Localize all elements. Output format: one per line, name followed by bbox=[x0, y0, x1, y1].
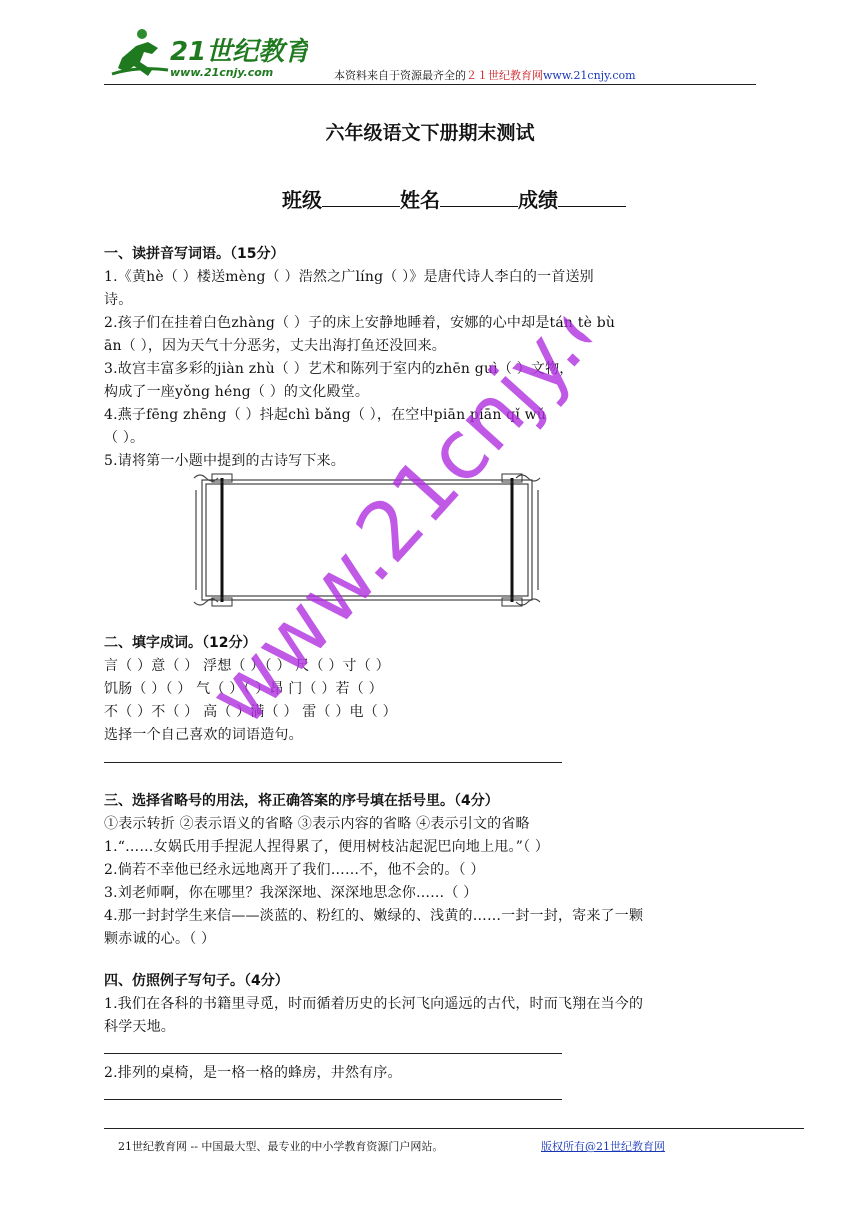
footer-text: 21世纪教育网 -- 中国最大型、最专业的中小学教育资源门户网站。 bbox=[118, 1140, 444, 1153]
header-notice-site[interactable]: ２１世纪教育网 bbox=[466, 69, 543, 82]
section-4-line: 2.排列的桌椅，是一格一格的蜂房，井然有序。 bbox=[104, 1065, 402, 1081]
score-blank bbox=[558, 186, 626, 207]
page-title: 六年级语文下册期末测试 bbox=[325, 122, 535, 144]
section-1-heading: 一、读拼音写词语。（15分） bbox=[104, 246, 285, 262]
logo-url: www.21cnjy.com bbox=[170, 66, 274, 79]
section-1-line: 3.故宫丰富多彩的jiàn zhù（ ）艺术和陈列于室内的zhēn guì（ ）文物， bbox=[104, 361, 574, 377]
answer-rule bbox=[104, 762, 562, 763]
section-2-line: 选择一个自己喜欢的词语造句。 bbox=[104, 727, 303, 743]
section-4-line: 1.我们在各科的书籍里寻觅，时而循着历史的长河飞向遥远的古代，时而飞翔在当今的 bbox=[104, 996, 644, 1012]
logo-text: 21世纪教育 bbox=[170, 37, 308, 67]
class-label: 班级 bbox=[282, 188, 322, 212]
section-1-line: 1.《黄hè（ ）楼送mèng（ ）浩然之广líng（ ）》是唐代诗人李白的一首送别 bbox=[104, 269, 594, 285]
section-3-heading: 三、选择省略号的用法，将正确答案的序号填在括号里。（4分） bbox=[104, 793, 499, 809]
name-blank bbox=[440, 186, 518, 207]
site-logo bbox=[108, 24, 308, 82]
student-info-line bbox=[282, 184, 626, 213]
class-blank bbox=[322, 186, 400, 207]
section-2-heading: 二、填字成词。（12分） bbox=[104, 635, 257, 651]
section-4-line: 科学天地。 bbox=[104, 1019, 175, 1035]
name-label: 姓名 bbox=[400, 188, 440, 212]
section-2-line: 言（ ）意（ ） 浮想（ ）（ ） 尺（ ）寸（ ） bbox=[104, 658, 390, 674]
section-1-line: 2.孩子们在挂着白色zhàng（ ）子的床上安静地睡着，安娜的心中却是tán tè bù bbox=[104, 315, 616, 331]
score-label: 成绩 bbox=[518, 188, 558, 212]
section-1-line: （ ）。 bbox=[104, 430, 145, 446]
section-3-line: 1.“……女娲氏用手捏泥人捏得累了，便用树枝沾起泥巴向地上甩。”（ ） bbox=[104, 839, 550, 855]
section-3-line: 颗赤诚的心。（ ） bbox=[104, 931, 216, 947]
copyright-link[interactable]: 版权所有@21世纪教育网 bbox=[541, 1140, 665, 1153]
section-2-line: 饥肠（ ）（ ） 气（ ）（ ）昂 门（ ）若（ ） bbox=[104, 681, 383, 697]
section-3-line: 3.刘老师啊，你在哪里？我深深地、深深地思念你……（ ） bbox=[104, 885, 478, 901]
header-divider bbox=[104, 84, 756, 85]
answer-rule bbox=[104, 1053, 562, 1054]
section-1-line: 5.请将第一小题中提到的古诗写下来。 bbox=[104, 453, 345, 469]
section-1-line: 诗。 bbox=[104, 292, 133, 308]
header-notice-url[interactable]: www.21cnjy.com bbox=[543, 69, 636, 82]
answer-rule bbox=[104, 1099, 562, 1100]
watermark-text: www.21cnjy.com bbox=[191, 283, 618, 744]
section-1-line: ān（ ），因为天气十分恶劣，丈夫出海打鱼还没回来。 bbox=[104, 338, 447, 354]
section-3-line: ①表示转折 ②表示语义的省略 ③表示内容的省略 ④表示引文的省略 bbox=[104, 816, 530, 832]
section-1-line: 构成了一座yǒng héng（ ）的文化殿堂。 bbox=[104, 384, 370, 400]
section-3-line: 2.倘若不幸他已经永远地离开了我们……不，他不会的。（ ） bbox=[104, 862, 485, 878]
header-notice bbox=[334, 67, 636, 83]
section-1-line: 4.燕子fēng zhēng（ ）抖起chì bǎng（ ），在空中piān piān qǐ wǔ bbox=[104, 407, 547, 423]
footer-divider bbox=[104, 1128, 804, 1129]
header-notice-prefix: 本资料来自于资源最齐全的 bbox=[334, 69, 466, 82]
section-2-line: 不（ ）不（ ） 高（ ）满（ ） 雷（ ）电（ ） bbox=[104, 704, 397, 720]
section-3-line: 4.那一封封学生来信——淡蓝的、粉红的、嫩绿的、浅黄的……一封一封，寄来了一颗 bbox=[104, 908, 644, 924]
section-4-heading: 四、仿照例子写句子。（4分） bbox=[104, 973, 289, 989]
